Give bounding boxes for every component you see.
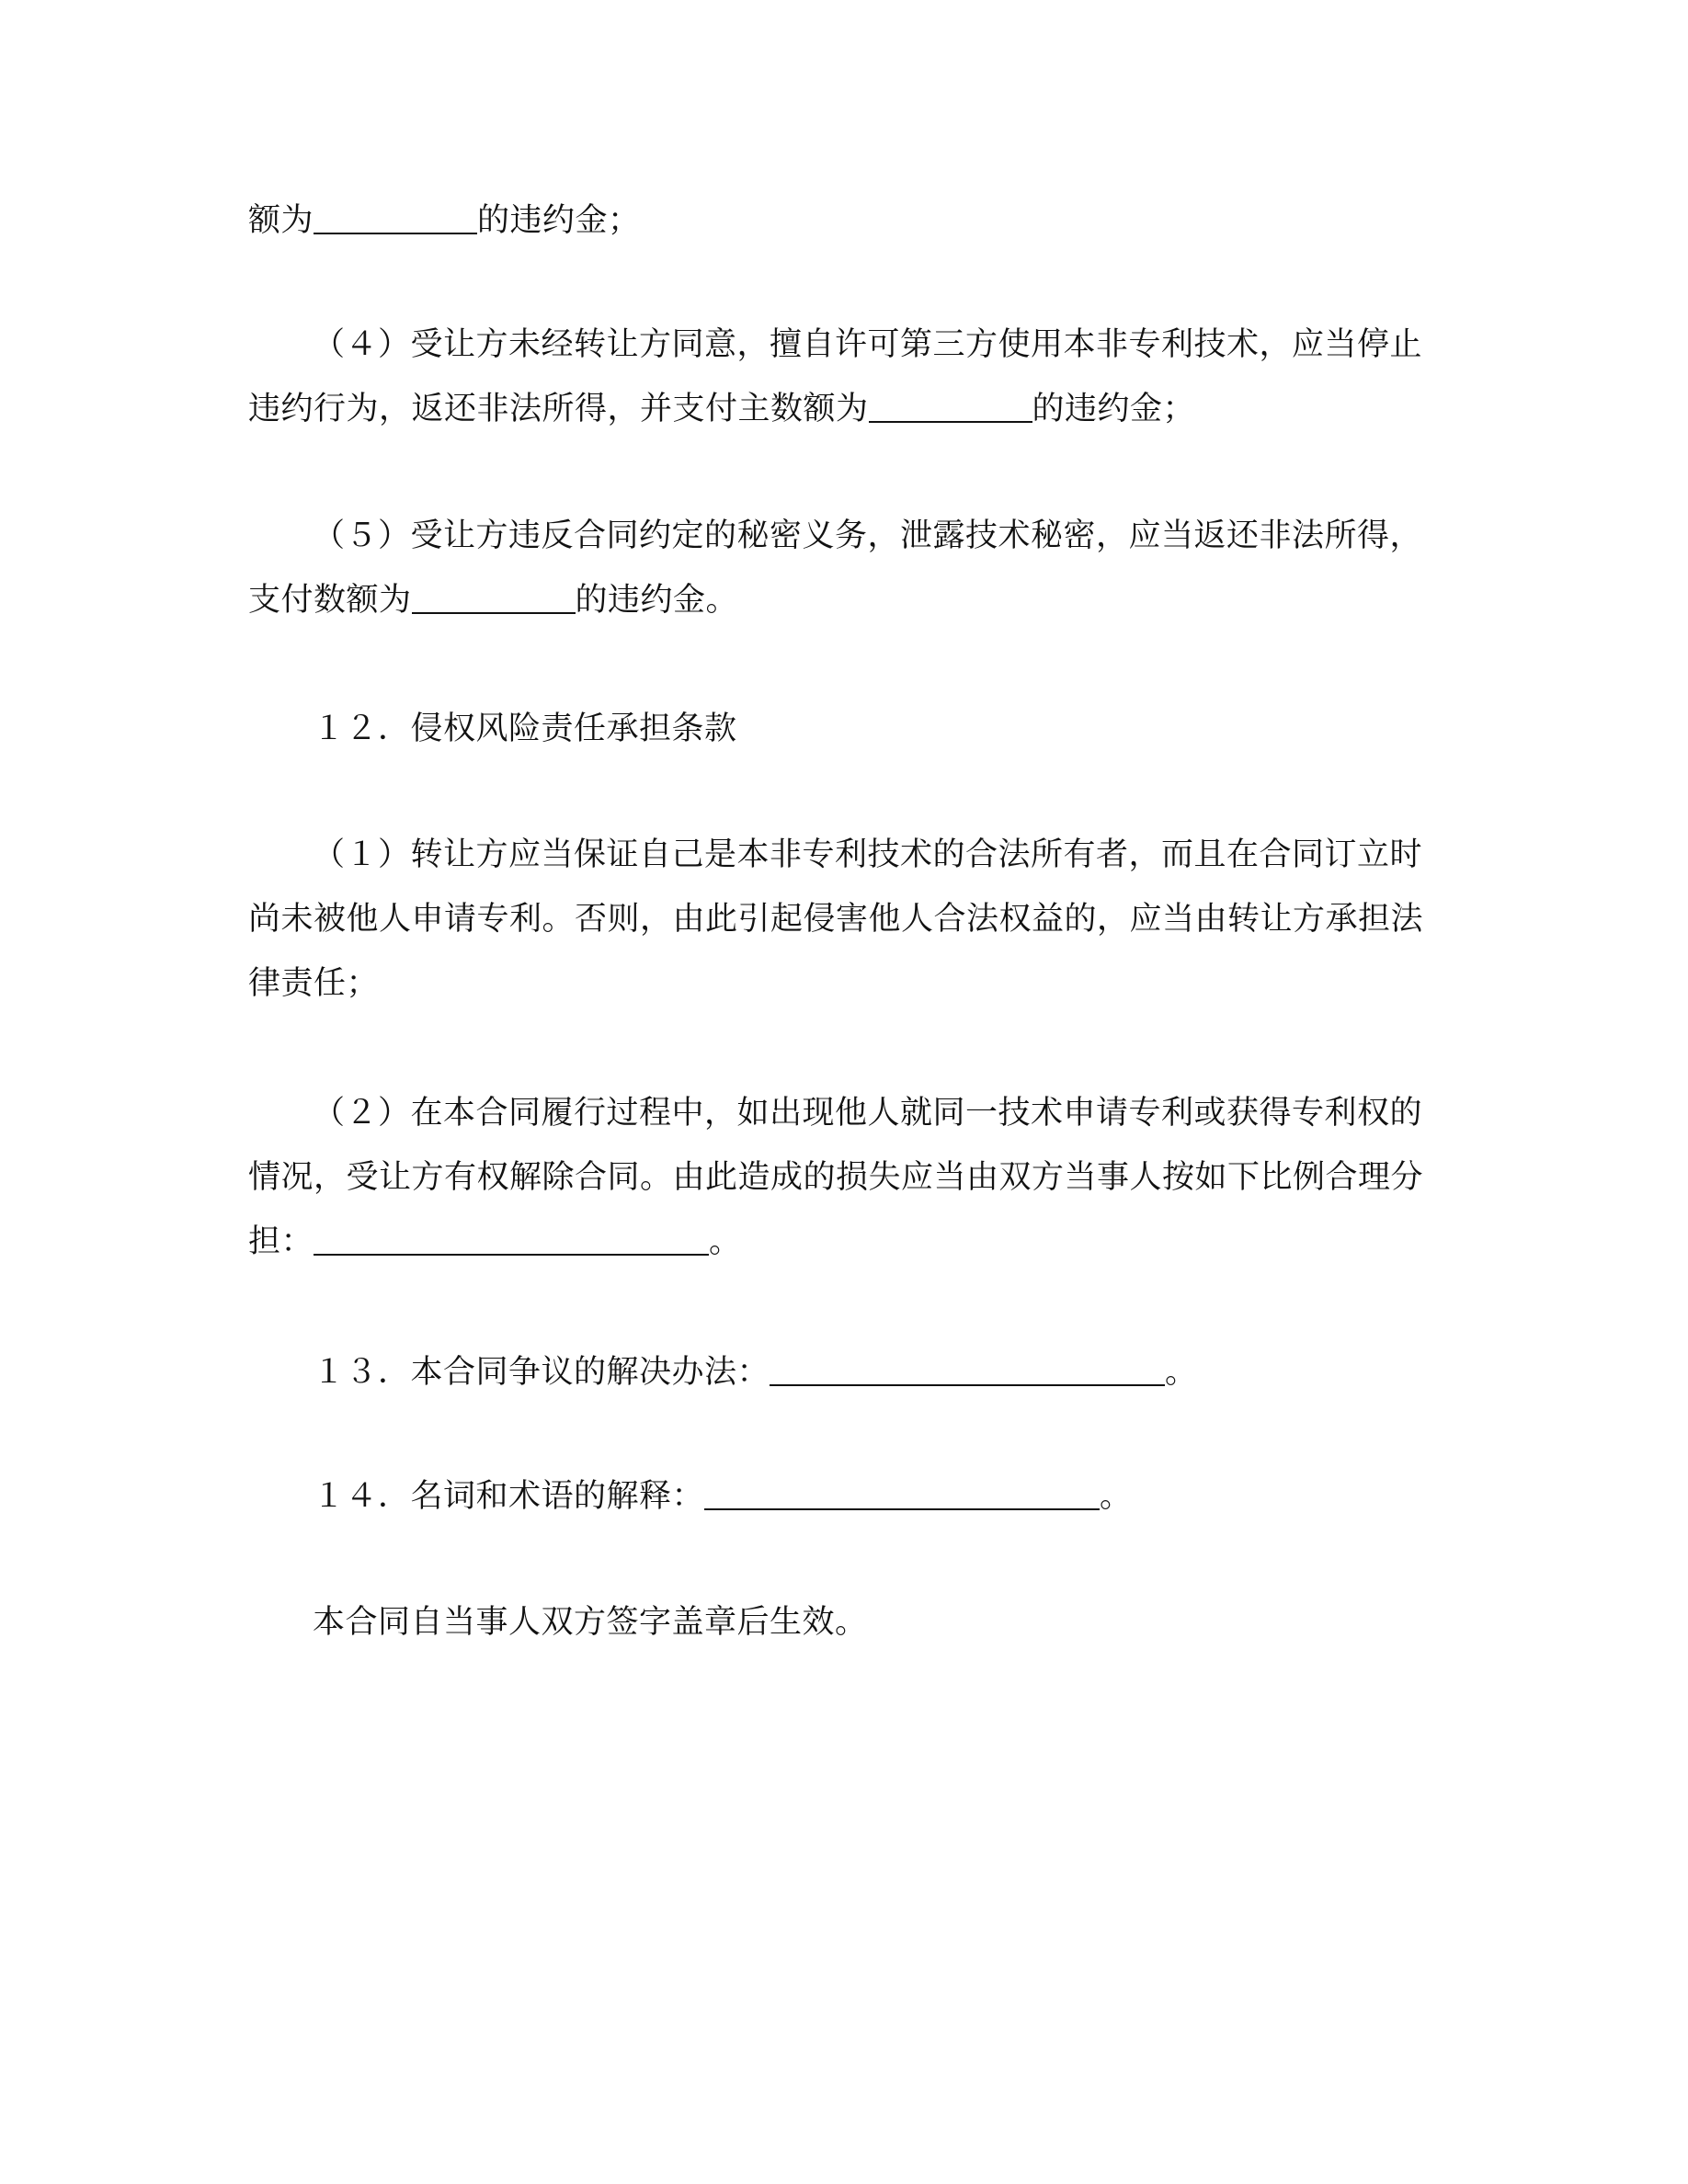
clause-12-2-line-1: （２）在本合同履行过程中，如出现他人就同一技术申请专利或获得专利权的 (313, 1095, 1423, 1132)
text: 担： (248, 1223, 314, 1260)
section-14 (248, 1464, 1443, 1529)
text: 的违约金。 (575, 582, 739, 619)
clause-4-line-2 (248, 377, 1443, 441)
text: 的违约金； (1032, 391, 1196, 427)
fill-in-blank[interactable] (314, 233, 477, 234)
clause-5 (248, 504, 1443, 632)
text: 。 (709, 1223, 742, 1260)
text: 的违约金； (477, 202, 641, 239)
fill-in-blank[interactable] (412, 612, 576, 614)
text: 支付数额为 (248, 582, 412, 619)
clause-12-2-line-3 (248, 1210, 1443, 1274)
text: 。 (1100, 1478, 1133, 1515)
fill-in-blank[interactable] (704, 1508, 1100, 1510)
section-13 (248, 1340, 1443, 1405)
clause-5-line-1: （５）受让方违反合同约定的秘密义务，泄露技术秘密，应当返还非法所得， (313, 518, 1423, 554)
clause-12-1-line-2: 尚未被他人申请专利。否则，由此引起侵害他人合法权益的，应当由转让方承担法 (248, 901, 1424, 938)
clause-12-2-line-2: 情况，受让方有权解除合同。由此造成的损失应当由双方当事人按如下比例合理分 (248, 1159, 1424, 1196)
clause-5-line-2 (248, 568, 1443, 632)
fill-in-blank[interactable] (869, 421, 1032, 423)
clause-4-line-1: （４）受让方未经转让方同意，擅自许可第三方使用本非专利技术，应当停止 (313, 326, 1423, 363)
text: 。 (1165, 1354, 1198, 1391)
closing-statement: 本合同自当事人双方签字盖章后生效。 (313, 1604, 868, 1641)
section-12-heading: １２．侵权风险责任承担条款 (313, 711, 737, 747)
fill-in-blank[interactable] (314, 1254, 709, 1256)
clause-4 (248, 313, 1443, 441)
text: 违约行为，返还非法所得，并支付主数额为 (248, 391, 869, 427)
text: １３．本合同争议的解决办法： (313, 1354, 770, 1391)
clause-12-1-line-3: 律责任； (248, 965, 380, 1002)
fine-clause-ending (248, 188, 1443, 253)
text: １４．名词和术语的解释： (313, 1478, 705, 1515)
text: 额为 (248, 202, 314, 239)
clause-12-1-line-1: （１）转让方应当保证自己是本非专利技术的合法所有者，而且在合同订立时 (313, 836, 1423, 873)
clause-12-1 (248, 823, 1443, 1016)
fill-in-blank[interactable] (770, 1384, 1165, 1386)
clause-12-2 (248, 1081, 1443, 1274)
